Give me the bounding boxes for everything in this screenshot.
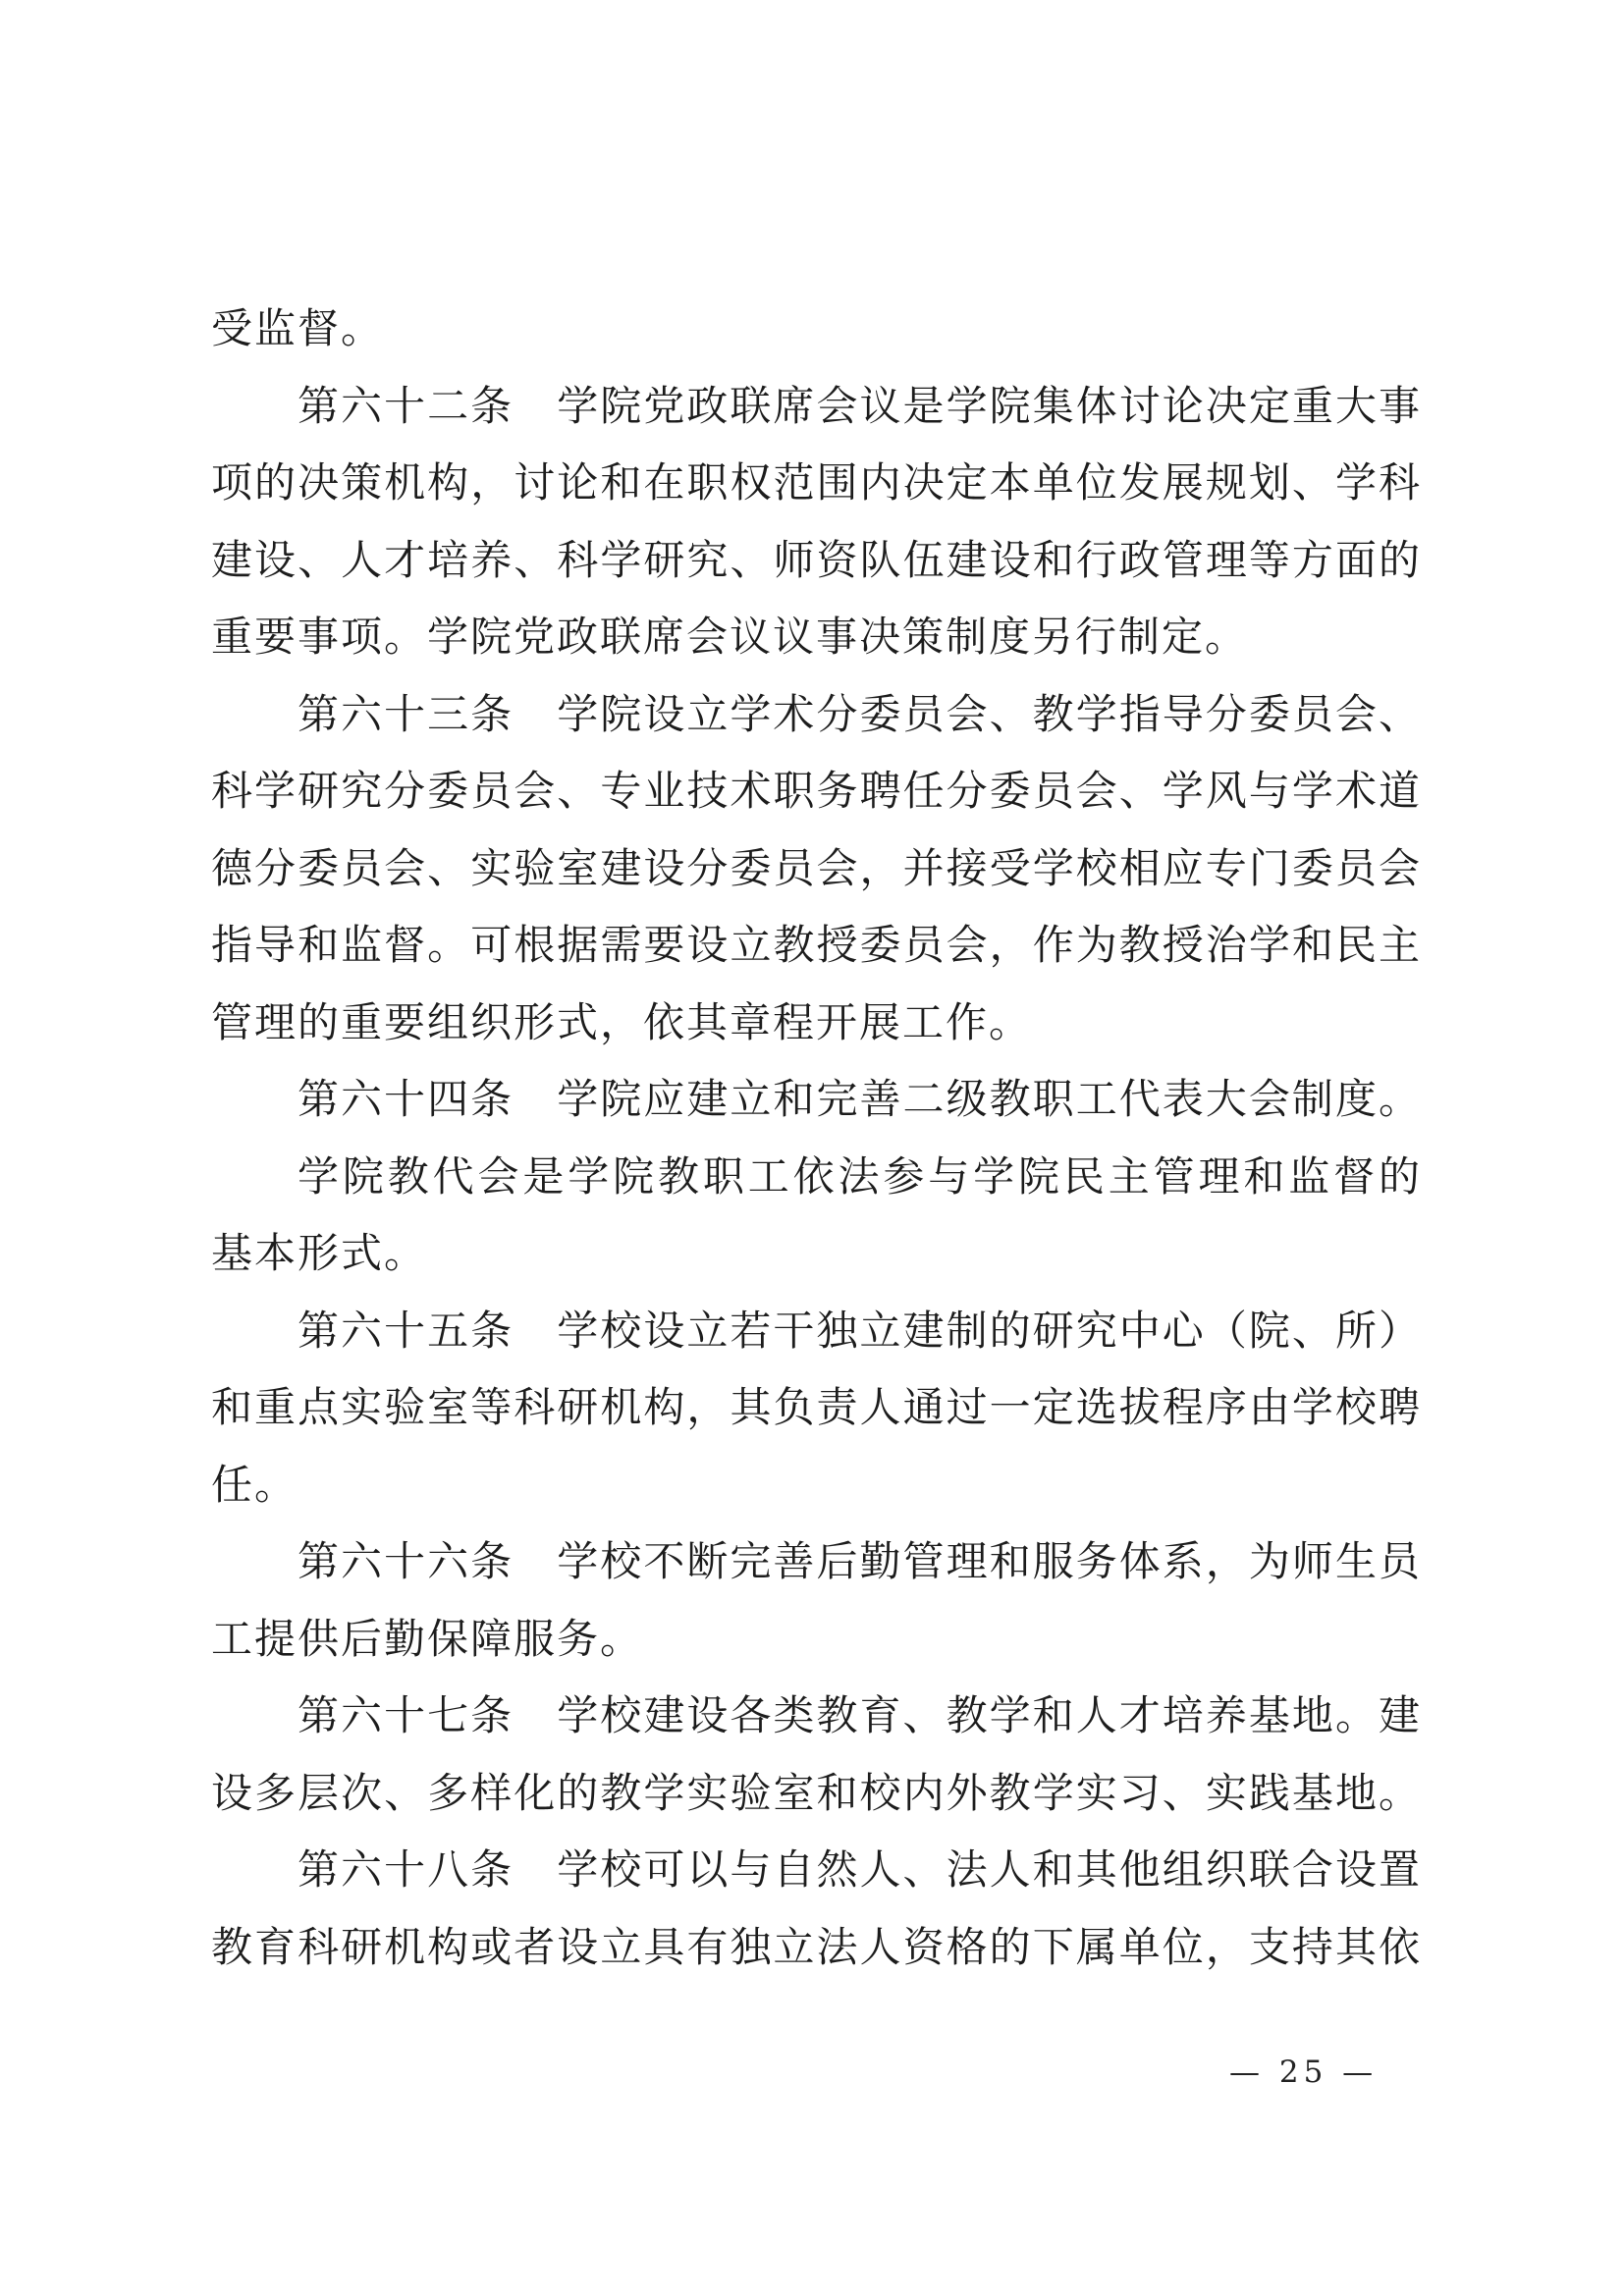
text-line: 设多层次、多样化的教学实验室和校内外教学实习、实践基地。 (211, 1768, 1422, 1817)
text-line: 指导和监督。可根据需要设立教授委员会，作为教授治学和民主 (211, 921, 1422, 969)
text-line: 科学研究分委员会、专业技术职务聘任分委员会、学风与学术道 (211, 767, 1422, 815)
text-line: 基本形式。 (211, 1229, 428, 1277)
text-line: 重要事项。学院党政联席会议议事决策制度另行制定。 (211, 613, 1249, 661)
document-body (211, 291, 1422, 1986)
text-line: 第六十二条 学院党政联席会议是学院集体讨论决定重大事 (298, 381, 1422, 430)
text-line: 德分委员会、实验室建设分委员会，并接受学校相应专门委员会 (211, 843, 1422, 892)
text-line: 第六十六条 学校不断完善后勤管理和服务体系，为师生员 (298, 1537, 1422, 1585)
text-line: 第六十五条 学校设立若干独立建制的研究中心（院、所） (298, 1306, 1422, 1355)
text-line: 任。 (211, 1460, 298, 1509)
text-line: 项的决策机构，讨论和在职权范围内决定本单位发展规划、学科 (211, 458, 1422, 507)
text-line: 第六十三条 学院设立学术分委员会、教学指导分委员会、 (298, 689, 1422, 738)
text-line: 和重点实验室等科研机构，其负责人通过一定选拔程序由学校聘 (211, 1383, 1422, 1431)
text-line: 受监督。 (211, 304, 385, 352)
text-line: 第六十七条 学校建设各类教育、教学和人才培养基地。建 (298, 1691, 1422, 1739)
text-line: 管理的重要组织形式，依其章程开展工作。 (211, 997, 1033, 1046)
text-line: 第六十八条 学校可以与自然人、法人和其他组织联合设置 (298, 1845, 1422, 1894)
text-line: 学院教代会是学院教职工依法参与学院民主管理和监督的 (298, 1151, 1422, 1201)
text-line: 教育科研机构或者设立具有独立法人资格的下属单位，支持其依 (211, 1922, 1422, 1971)
text-line: 工提供后勤保障服务。 (211, 1614, 644, 1663)
page-number: — 25 — (1229, 2055, 1379, 2090)
text-line: 第六十四条 学院应建立和完善二级教职工代表大会制度。 (298, 1075, 1422, 1123)
text-line: 建设、人才培养、科学研究、师资队伍建设和行政管理等方面的 (211, 535, 1422, 584)
